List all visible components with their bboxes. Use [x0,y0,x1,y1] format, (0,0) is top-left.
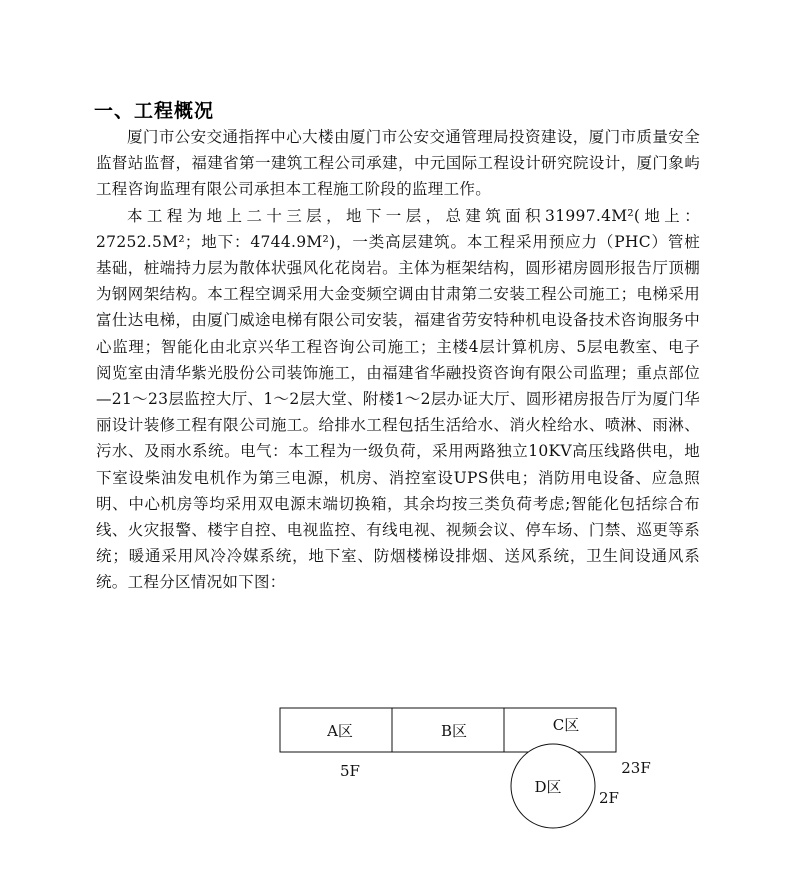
zone-d-floor-label: 2F [599,789,619,807]
paragraph-details: 本工程为地上二十三层，地下一层，总建筑面积31997.4M²(地上：27252.5M²；地下：4744.9M²)，一类高层建筑。本工程采用预应力（PHC）管桩基础，桩端持力层为散体状强风化花岗岩。主体为框架结构，圆形裙房圆形报告厅顶棚为钢网架结构。本工程空调采用大金变频空调由甘肃第二安装工程公司施工；电梯采用富仕达电梯，由厦门威途电梯有限公司安装，福建省劳安特种机电设备技术咨询服务中心监理；智能化由北京兴华工程咨询公司施工；主楼4层计算机房、5层电教室、电子阅览室由清华紫光股份公司装饰施工，由福建省华融投资咨询有限公司监理；重点部位—21～23层监控大厅、1～2层大堂、附楼1～2层办证大厅、圆形裙房报告厅为厦门华丽设计装修工程有限公司施工。给排水工程包括生活给水、消火栓给水、喷淋、雨淋、污水、及雨水系统。电气：本工程为一级负荷，采用两路独立10KV高压线路供电，地下室设柴油发电机作为第三电源，机房、消控室设UPS供电；消防用电设备、应急照明、中心机房等均采用双电源末端切换箱，其余均按三类负荷考虑;智能化包括综合布线、火灾报警、楼宇自控、电视监控、有线电视、视频会议、停车场、门禁、巡更等系统；暖通采用风冷冷媒系统，地下室、防烟楼梯设排烟、送风系统，卫生间设通风系统。工程分区情况如下图： [96,206,700,592]
zone-a-floor-label: 5F [340,762,360,780]
zone-b-label: B区 [440,722,468,740]
zone-d-label: D区 [534,778,562,796]
zone-c-label: C区 [552,716,580,734]
section-heading: 一、工程概况 [94,100,215,122]
zone-a-label: A区 [327,722,353,740]
zone-c-floor-label: 23F [621,759,651,777]
paragraph-overview: 厦门市公安交通指挥中心大楼由厦门市公安交通管理局投资建设，厦门市质量安全监督站监督，福建省第一建筑工程公司承建，中元国际工程设计研究院设计，厦门象屿工程咨询监理有限公司承担本工程施工阶段的监理工作。 [96,128,700,199]
